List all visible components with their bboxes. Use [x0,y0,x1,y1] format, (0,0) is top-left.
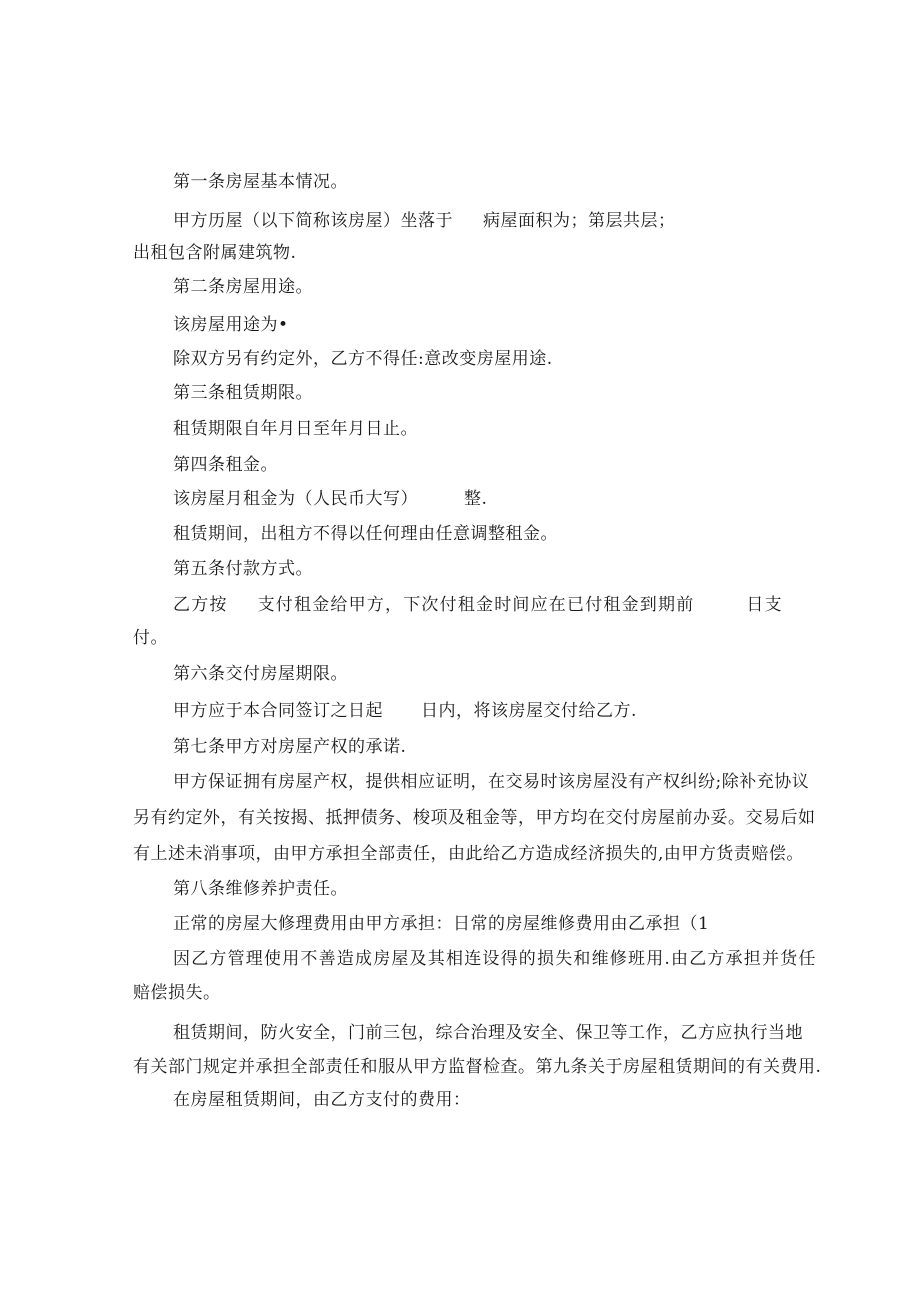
article-6-delivery-suffix: 日内，将该房屋交付给乙方. [421,701,637,721]
article-3-term-text: 租赁期限自年月日至年月日止。 [173,419,418,439]
article-7-title: 第七条甲方对房屋产权的承诺. [173,737,407,757]
article-2-restriction-text: 除双方另有约定外，乙方不得任:意改变房屋用途. [173,349,553,369]
article-4-rent-text [173,488,487,510]
article-1-title: 第一条房屋基本情况。 [173,172,348,192]
article-6-delivery-text [173,700,637,722]
article-1-text-continued: 出租包含附属建筑物. [133,243,297,263]
article-5-payment-suffix: 日支 [746,595,783,615]
article-7-text-line-3: 有上述未消事项，由甲方承担全部责任，由此给乙方造成经济损失的,由甲方货责赔偿。 [133,844,804,864]
article-5-payment-middle: 支付租金给甲方，下次付租金时间应在已付租金到期前 [257,595,695,615]
article-3-title: 第三条租赁期限。 [173,383,313,403]
article-4-adjust-text: 租赁期间，出租方不得以任何理由任意调整租金。 [173,524,558,544]
article-2-purpose-text: 该房屋用途为• [173,315,289,335]
article-8-text-line-2: 因乙方管理使用不善造成房屋及其相连设得的损失和维修班用.由乙方承担并货任 [173,949,817,969]
article-1-area-text: 病屋面积为；第层共层； [483,211,676,231]
article-6-delivery-label: 甲方应于本合同签订之日起 [173,701,383,721]
article-8-title: 第八条维修养护责任。 [173,879,348,899]
article-1-location-text: 甲方历屋（以下简称该房屋）坐落于 [173,211,453,231]
article-4-rent-amount-suffix: 整. [464,489,488,509]
article-8-text-line-1: 正常的房屋大修理费用由甲方承担：日常的房屋维修费用由乙承担（1 [173,914,710,934]
article-7-text-line-1: 甲方保证拥有房屋产权，提供相应证明，在交易时该房屋没有产权纠纷;除补充协议 [173,772,810,792]
article-1-text [173,210,676,232]
article-7-text-line-2: 另有约定外，有关按揭、抵押债务、梭项及租金等，甲方均在交付房屋前办妥。交易后如 [133,808,816,828]
article-8-text-line-3-continued: 有关部门规定并承担全部责任和服从甲方监督检查。第九条关于房屋租赁期间的有关费用. [133,1057,822,1077]
article-4-rent-amount-label: 该房屋月租金为（人民币大写） [173,489,418,509]
article-5-payment-label: 乙方按 [173,595,228,615]
article-9-text: 在房屋租赁期间，由乙方支付的费用： [173,1090,471,1110]
article-6-title: 第六条交付房屋期限。 [173,664,348,684]
article-2-title: 第二条房屋用途。 [173,277,313,297]
article-8-text-line-2-continued: 赔偿损失。 [133,983,221,1003]
article-5-payment-text-continued: 付。 [133,628,168,648]
article-5-title: 第五条付款方式。 [173,559,313,579]
article-4-title: 第四条租金。 [173,455,278,475]
article-8-text-line-3: 租赁期间，防火安全，门前三包，综合治理及安全、保卫等工作，乙方应执行当地 [173,1023,803,1043]
article-5-payment-text [173,594,783,616]
